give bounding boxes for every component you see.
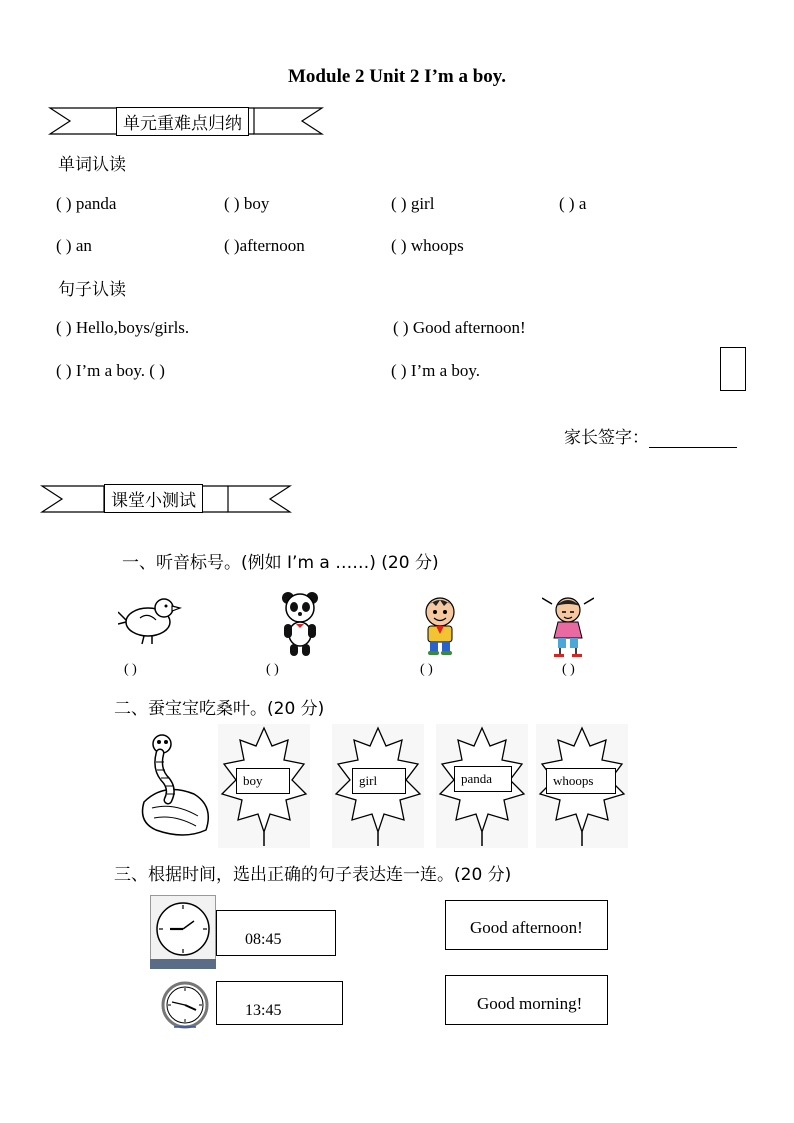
clock-icon-0845: [150, 895, 216, 969]
signature-label: 家长签字：: [564, 428, 649, 448]
question-3-heading: 三、根据时间，选出正确的句子表达连一连。(20 分): [114, 865, 512, 885]
signature-line[interactable]: [649, 433, 737, 448]
sentence-item-good-afternoon: ( ) Good afternoon!: [393, 318, 526, 337]
words-heading: 单词认读: [58, 155, 126, 175]
silkworm-icon: [134, 732, 216, 840]
answer-blank-4[interactable]: ( ): [562, 662, 575, 677]
word-item-afternoon: ( )afternoon: [224, 236, 305, 255]
word-item-an: ( ) an: [56, 236, 92, 255]
boy-icon: [418, 594, 462, 656]
answer-blank-1[interactable]: ( ): [124, 662, 137, 677]
panda-icon: [280, 590, 320, 658]
answer-blank-2[interactable]: ( ): [266, 662, 279, 677]
time-text-1345: 13:45: [245, 1002, 282, 1019]
greeting-box-good-afternoon[interactable]: [445, 900, 608, 950]
sentence-item-hello: ( ) Hello,boys/girls.: [56, 318, 190, 337]
page-title: Module 2 Unit 2 I’m a boy.: [288, 66, 506, 87]
time-box-0845[interactable]: [216, 910, 336, 956]
leaf-word-panda: panda: [454, 766, 512, 792]
leaf-word-girl: girl: [352, 768, 406, 794]
girl-icon: [542, 594, 594, 658]
parent-signature: [564, 423, 737, 448]
answer-blank-3[interactable]: ( ): [420, 662, 433, 677]
word-item-boy: ( ) boy: [224, 194, 270, 213]
word-item-girl: ( ) girl: [391, 194, 435, 213]
greeting-box-good-morning[interactable]: [445, 975, 608, 1025]
sentence-item-im-a-boy-1: ( ) I’m a boy. ( ): [56, 361, 165, 380]
banner-classroom-quiz: 课堂小测试: [104, 484, 203, 513]
leaf-word-boy: boy: [236, 768, 290, 794]
leaf-word-whoops: whoops: [546, 768, 616, 794]
question-2-heading: 二、蚕宝宝吃桑叶。(20 分): [114, 699, 325, 719]
time-box-1345[interactable]: [216, 981, 343, 1025]
word-item-a: ( ) a: [559, 194, 587, 213]
greeting-text-good-afternoon: Good afternoon!: [470, 918, 583, 937]
time-text-0845: 08:45: [245, 931, 282, 948]
word-item-whoops: ( ) whoops: [391, 236, 464, 255]
banner-unit-summary: 单元重难点归纳: [116, 107, 249, 136]
word-item-panda: ( ) panda: [56, 194, 117, 213]
small-side-box: [720, 347, 746, 391]
clock-icon-1345: [160, 980, 210, 1030]
sentences-heading: 句子认读: [58, 280, 126, 300]
greeting-text-good-morning: Good morning!: [477, 994, 583, 1013]
bird-icon: [118, 590, 182, 648]
question-1-heading: 一、听音标号。(例如 I’m a ……) (20 分): [122, 553, 439, 573]
sentence-item-im-a-boy-2: ( ) I’m a boy.: [391, 361, 481, 380]
